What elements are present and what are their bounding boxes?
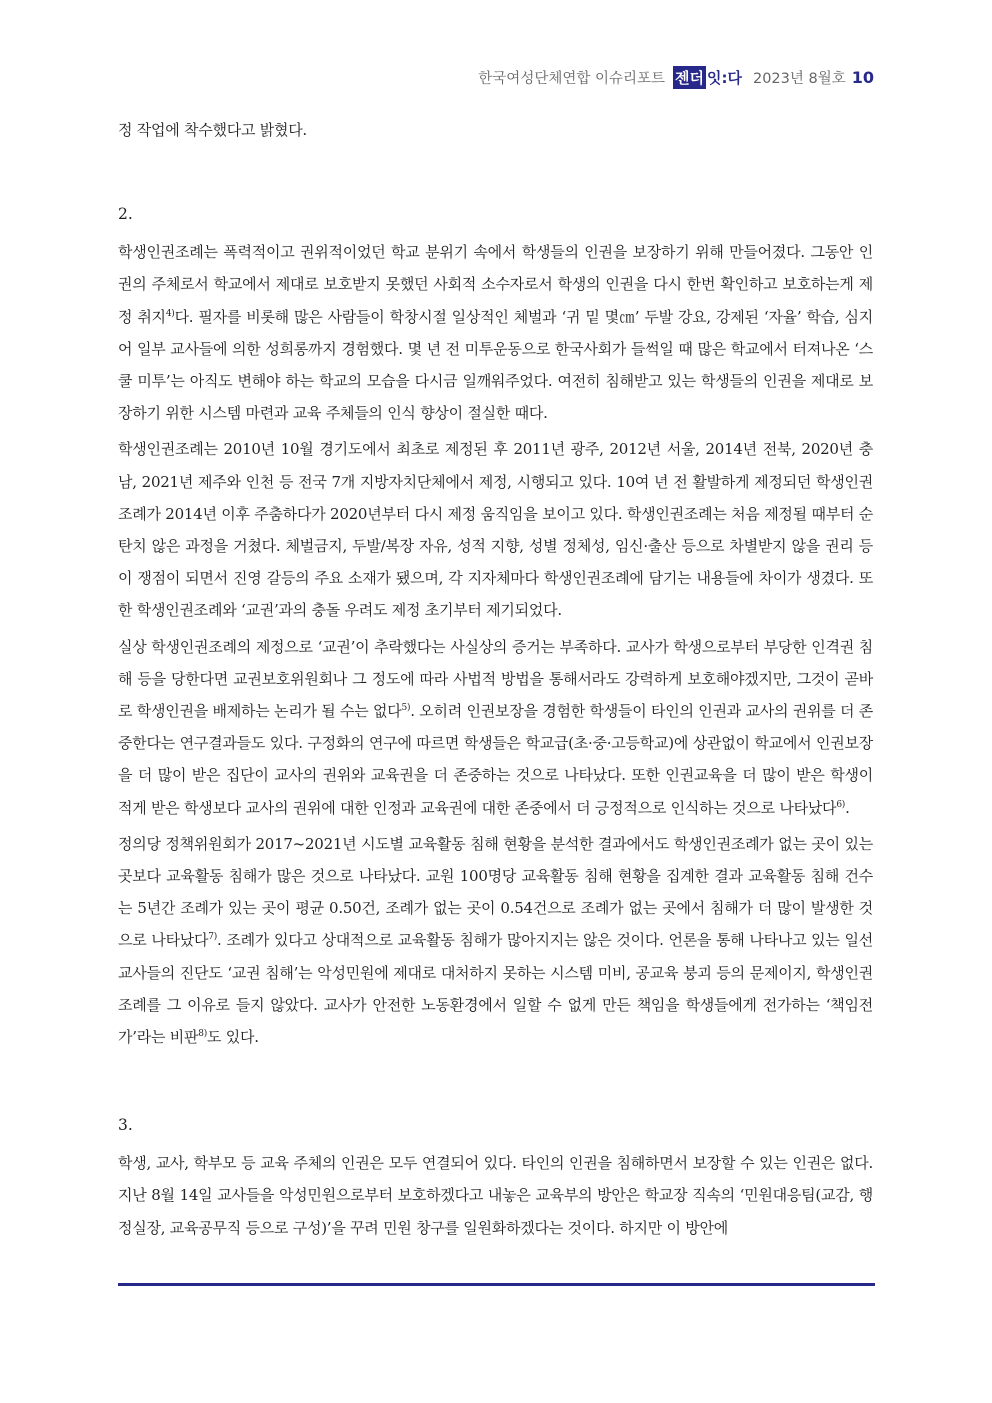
- footnote-6: 6): [836, 799, 846, 810]
- section2-paragraph-1: [118, 236, 873, 429]
- brand-logo-part1: 젠더: [673, 66, 706, 89]
- paragraph-text: 실상 학생인권조례의 제정으로 ‘교권’이 추락했다는 사실상의 증거는 부족하다. 교사가 학생으로부터 부당한 인격권 침해 등을 당한다면 교권보호위원회나 그 정도에 따라 사법적 방법을 통해서라도 강력하게 보호해야겠지만, 그것이 곧바로 학생인권을 배제하는 논리가 될 수는 없다: [118, 637, 873, 721]
- footer-divider: [118, 1283, 875, 1286]
- brand-logo-part2: 잇:다: [706, 69, 742, 87]
- paragraph-text: . 조례가 있다고 상대적으로 교육활동 침해가 많아지지는 않은 것이다. 언론을 통해 나타나고 있는 일선 교사들의 진단도 ‘교권 침해’는 악성민원에 제대로 대처하지 못하는 시스템 미비, 공교육 붕괴 등의 문제이지, 학생인권조례를 그 이유로 들지 않았다. 교사가 안전한 노동환경에서 일할 수 없게 만든 책임을 학생들에게 전가하는 ‘책임전가’라는 비판: [118, 931, 873, 1047]
- footnote-7: 7): [208, 932, 218, 943]
- section2-paragraph-2: 학생인권조례는 2010년 10월 경기도에서 최초로 제정된 후 2011년 광주, 2012년 서울, 2014년 전북, 2020년 충남, 2021년 제주와 인천 등 전국 7개 지방자치단체에서 제정, 시행되고 있다. 10여 년 전 활발하게 제정되던 학생인권조례가 2014년 이후 주춤하다가 2020년부터 다시 제정 움직임을 보이고 있다. 학생인권조례는 처음 제정될 때부터 순탄치 않은 과정을 거쳤다. 체벌금지, 두발/복장 자유, 성적 지향, 성별 정체성, 임신·출산 등으로 차별받지 않을 권리 등이 쟁점이 되면서 진영 갈등의 주요 소재가 됐으며, 각 지자체마다 학생인권조례에 담기는 내용들에 차이가 생겼다. 또한 학생인권조례와 ‘교권’과의 충돌 우려도 제정 초기부터 제기되었다.: [118, 440, 873, 620]
- footnote-4: 4): [165, 308, 175, 319]
- section3-paragraph-1: 학생, 교사, 학부모 등 교육 주체의 인권은 모두 연결되어 있다. 타인의 인권을 침해하면서 보장할 수 있는 인권은 없다. 지난 8월 14일 교사들을 악성민원으로부터 보호하겠다고 내놓은 교육부의 방안은 학교장 직속의 ‘민원대응팀(교감, 행정실장, 교육공무직 등으로 구성)’을 꾸려 민원 창구를 일원화하겠다는 것이다. 하지만 이 방안에: [118, 1154, 873, 1237]
- paragraph-text: . 오히려 인권보장을 경험한 학생들이 타인의 인권과 교사의 권위를 더 존중한다는 연구결과들도 있다. 구정화의 연구에 따르면 학생들은 학교급(초·중·고등학교)에 상관없이 학교에서 인권보장을 더 많이 받은 집단이 교사의 권위와 교육권을 더 존중하는 것으로 나타났다. 또한 인권교육을 더 많이 받은 학생이 적게 받은 학생보다 교사의 권위에 대한 인정과 교육권에 대한 존중에서 더 긍정적으로 인식하는 것으로 나타났다: [118, 702, 873, 817]
- paragraph-text: .: [845, 798, 850, 817]
- page-number: 10: [851, 68, 874, 87]
- section2-paragraph-4: [118, 828, 873, 1053]
- footnote-5: 5): [401, 703, 411, 714]
- document-body: [118, 114, 873, 1248]
- page-header: [478, 66, 874, 89]
- intro-paragraph: 정 작업에 착수했다고 밝혔다.: [118, 121, 307, 139]
- section-number-2: 2.: [118, 205, 133, 224]
- footnote-8: 8): [198, 1029, 207, 1040]
- section-number-3: 3.: [118, 1116, 133, 1135]
- header-org: 한국여성단체연합 이슈리포트: [478, 71, 665, 87]
- header-date: 2023년 8월호: [752, 71, 846, 87]
- paragraph-text: 다. 필자를 비롯해 많은 사람들이 학창시절 일상적인 체벌과 ‘귀 밑 몇㎝’ 두발 강요, 강제된 ‘자율’ 학습, 심지어 일부 교사들에 의한 성희롱까지 경험했다. 몇 년 전 미투운동으로 한국사회가 들썩일 때 많은 학교에서 터져나온 ‘스쿨 미투’는 아직도 변해야 하는 학교의 모습을 다시금 일깨워주었다. 여전히 침해받고 있는 학생들의 인권을 제대로 보장하기 위한 시스템 마련과 교육 주체들의 인식 향상이 절실한 때다.: [118, 307, 873, 423]
- paragraph-text: 학생인권조례는 폭력적이고 권위적이었던 학교 분위기 속에서 학생들의 인권을 보장하기 위해 만들어졌다. 그동안 인권의 주체로서 학교에서 제대로 보호받지 못했던 사회적 소수자로서 학생의 인권을 다시 한번 확인하고 보호하는게 제정 취지: [118, 243, 873, 326]
- paragraph-text: 정의당 정책위원회가 2017~2021년 시도별 교육활동 침해 현황을 분석한 결과에서도 학생인권조례가 없는 곳이 있는 곳보다 교육활동 침해가 많은 것으로 나타났다. 교원 100명당 교육활동 침해 현황을 집계한 결과 교육활동 침해 건수는 5년간 조례가 있는 곳이 평균 0.50건, 조례가 없는 곳이 0.54건으로 조례가 없는 곳에서 침해가 더 많이 발생한 것으로 나타났다: [118, 834, 873, 950]
- section2-paragraph-3: [118, 631, 873, 824]
- paragraph-text: 도 있다.: [207, 1028, 259, 1047]
- brand-logo: [673, 66, 743, 89]
